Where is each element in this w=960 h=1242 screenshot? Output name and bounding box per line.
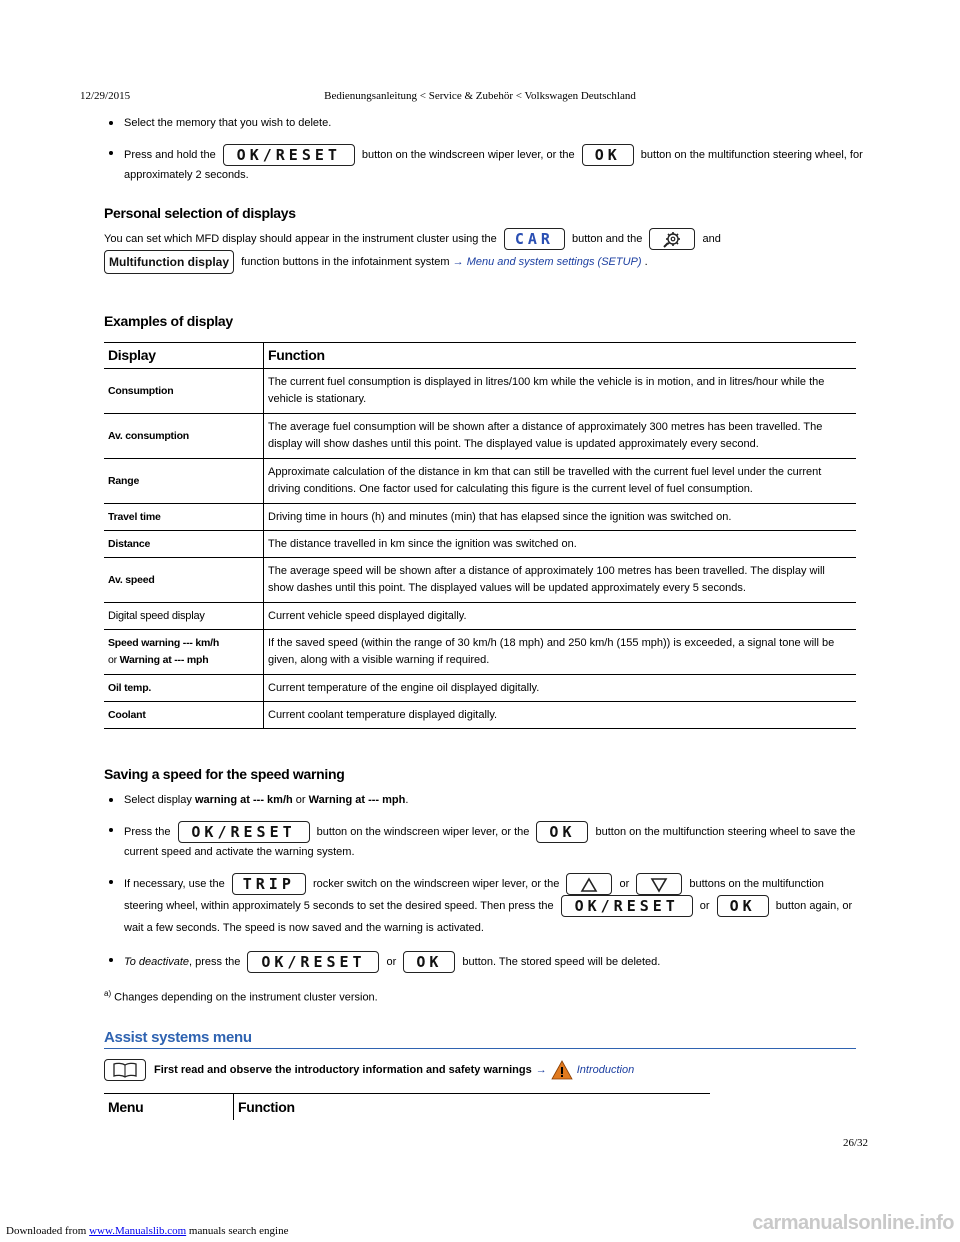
section-heading: Assist systems menu (104, 1028, 252, 1046)
ok-reset-key: OK/RESET (247, 951, 379, 973)
table-row (104, 369, 856, 414)
page-content (104, 114, 864, 1120)
table-header-row (104, 343, 856, 369)
menu-table (104, 1093, 710, 1120)
table-cell: Av. speed (104, 558, 264, 603)
gear-icon (662, 231, 682, 249)
open-book-icon (112, 1061, 138, 1079)
table-cell: Travel time (104, 504, 264, 531)
table-cell: Coolant (104, 702, 264, 729)
table-cell: The average fuel consumption will be shown after a distance of approximately 300 metres has been travelled. The display will show dashes until this point. The displayed value is updated approximately every second. (264, 414, 857, 459)
ok-reset-key: OK/RESET (178, 821, 310, 843)
personal-text: You can set which MFD display should appear in the instrument cluster using the CAR button and the and Multifunction display function buttons in the infotainment system → Menu and system settings (SETUP) . (104, 228, 864, 274)
trip-key: TRIP (232, 873, 306, 895)
table-header-row (104, 1093, 710, 1120)
table-cell: Approximate calculation of the distance in km that can still be travelled with the current fuel level under the current driving conditions. One factor used for calculating this figure is the current level of fuel consumption. (264, 459, 857, 504)
table-row (104, 504, 856, 531)
up-key (566, 873, 612, 895)
table-row (104, 603, 856, 630)
table-row (104, 414, 856, 459)
table-cell: The current fuel consumption is displayed in litres/100 km while the vehicle is in motion, and in litres/hour while the vehicle is stationary. (264, 369, 857, 414)
table-row (104, 558, 856, 603)
column-header-function: Function (234, 1093, 711, 1120)
table-cell: Current vehicle speed displayed digitally. (264, 603, 857, 630)
section-heading: Personal selection of displays (104, 205, 296, 221)
table-row (104, 531, 856, 558)
table-cell: Current coolant temperature displayed digitally. (264, 702, 857, 729)
saving-list (104, 791, 864, 973)
book-key (104, 1059, 146, 1081)
list-item: Select display warning at --- km/h or Warning at --- mph. (104, 791, 864, 809)
table-cell: Current temperature of the engine oil displayed digitally. (264, 675, 857, 702)
table-cell: Digital speed display (104, 603, 264, 630)
table-cell: Speed warning --- km/h or Warning at --- mph (104, 630, 264, 675)
section-heading: Examples of display (104, 313, 233, 329)
safety-note: First read and observe the introductory information and safety warnings → Introduction (104, 1059, 864, 1081)
table-cell: The average speed will be shown after a distance of approximately 100 metres has been travelled. The display will show dashes until this point. The displayed values will be updated approximately every 5 seconds. (264, 558, 857, 603)
ok-key: OK (717, 895, 769, 917)
footnote: $^{a)}$ Changes depending on the instrument cluster version. (104, 989, 378, 1004)
car-key: CAR (504, 228, 565, 250)
page-number: 26/32 (842, 1137, 868, 1149)
table-cell: Driving time in hours (h) and minutes (min) that has elapsed since the ignition was switched on. (264, 504, 857, 531)
triangle-down-icon (650, 877, 668, 893)
table-cell: If the saved speed (within the range of 30 km/h (18 mph) and 250 km/h (155 mph)) is exceeded, a signal tone will be given, along with a visible warning if required. (264, 630, 857, 675)
column-header-menu: Menu (104, 1093, 234, 1120)
header-date: 12/29/2015 (80, 90, 131, 102)
ok-reset-key: OK/RESET (223, 144, 355, 166)
download-footer: Downloaded from www.Manualslib.com manuals search engine (6, 1225, 289, 1237)
warning-triangle-icon (551, 1060, 573, 1080)
table-cell: Consumption (104, 369, 264, 414)
section-heading: Saving a speed for the speed warning (104, 766, 345, 782)
column-header-display: Display (104, 343, 264, 369)
list-item: Press and hold the OK/RESET button on the windscreen wiper lever, or the OK button on the multifunction steering wheel, for approximately 2 seconds. (104, 144, 864, 184)
ok-key: OK (582, 144, 634, 166)
introduction-link[interactable]: Introduction (576, 1063, 635, 1076)
page-header (80, 90, 880, 104)
ok-key: OK (536, 821, 588, 843)
header-title: Bedienungsanleitung < Service & Zubehör < Volkswagen Deutschland (324, 90, 636, 102)
manualslib-link[interactable]: www.Manualslib.com (89, 1225, 187, 1237)
list-item: Select the memory that you wish to delete. (104, 114, 864, 132)
triangle-up-icon (580, 877, 598, 893)
assist-heading-block (104, 1029, 856, 1049)
table-cell: Av. consumption (104, 414, 264, 459)
table-row (104, 675, 856, 702)
table-row (104, 459, 856, 504)
ok-key: OK (403, 951, 455, 973)
mfd-key: Multifunction display (104, 250, 234, 274)
table-cell: Oil temp. (104, 675, 264, 702)
list-item: If necessary, use the TRIP rocker switch on the windscreen wiper lever, or the or buttons on the multifunction steering wheel, within approximately 5 seconds to set the desired speed. Then press the OK/RESET or OK button again, or wait a few seconds. The speed is now saved and the warning is activated. (104, 873, 864, 939)
table-row (104, 702, 856, 729)
intro-list (104, 114, 864, 184)
watermark: carmanualsonline.info (752, 1212, 954, 1234)
down-key (636, 873, 682, 895)
table-row (104, 630, 856, 675)
setup-key (649, 228, 695, 250)
table-cell: Distance (104, 531, 264, 558)
ok-reset-key: OK/RESET (561, 895, 693, 917)
list-item: Press the OK/RESET button on the windscreen wiper lever, or the OK button on the multifunction steering wheel to save the current speed and activate the warning system. (104, 821, 864, 861)
display-table (104, 342, 856, 729)
table-cell: The distance travelled in km since the ignition was switched on. (264, 531, 857, 558)
setup-link[interactable]: → Menu and system settings (SETUP) (452, 255, 642, 268)
column-header-function: Function (264, 343, 857, 369)
table-cell: Range (104, 459, 264, 504)
list-item: To deactivate, press the OK/RESET or OK button. The stored speed will be deleted. (104, 951, 864, 973)
